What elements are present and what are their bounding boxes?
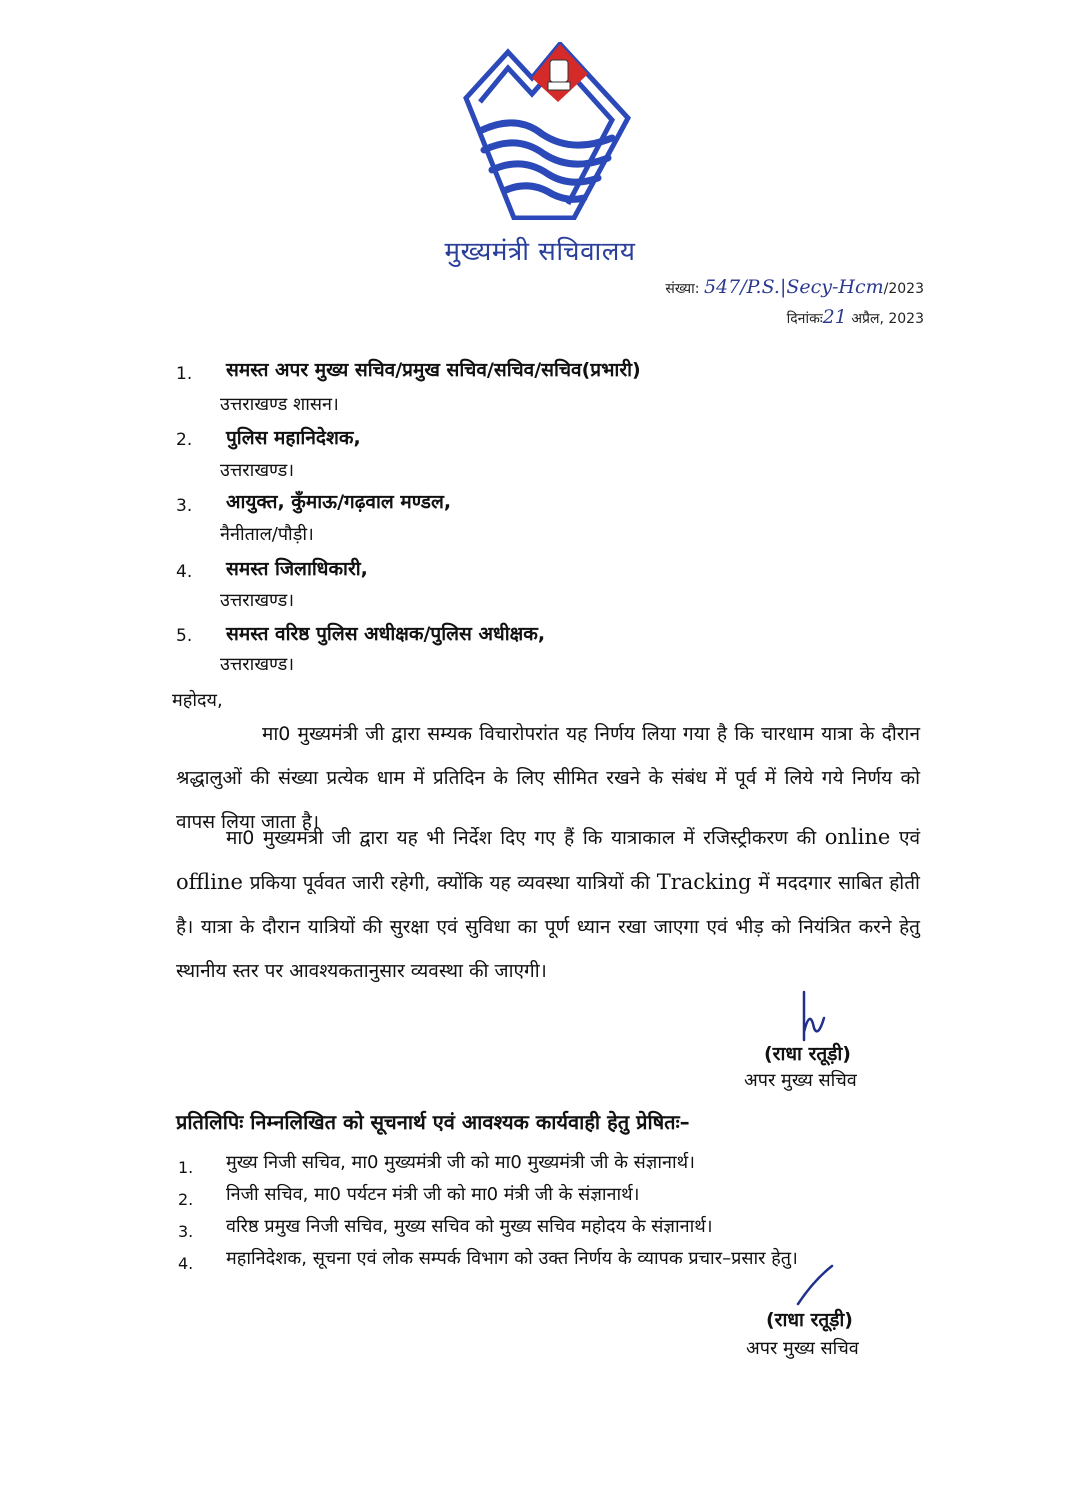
signatory-designation: अपर मुख्य सचिव [744,1070,857,1091]
date-label: दिनांकः [786,311,823,327]
handwritten-signature-1 [790,988,838,1048]
addressee-number: 2. [176,430,193,450]
copy-to-heading: प्रतिलिपिः निम्नलिखित को सूचनार्थ एवं आवश्यक कार्यवाही हेतु प्रेषितः– [176,1110,690,1134]
para2-online: online [824,825,891,849]
addressee-title: समस्त वरिष्ठ पुलिस अधीक्षक/पुलिस अधीक्षक, [226,623,546,645]
addressee-number: 3. [176,496,193,516]
addressee-location: नैनीताल/पौड़ी। [220,524,314,545]
addressee-location: उत्तराखण्ड शासन। [220,394,339,415]
copy-item-text: निजी सचिव, मा0 पर्यटन मंत्री जी को मा0 मंत्री जी के संज्ञानार्थ। [226,1184,640,1205]
uttarakhand-emblem-logo [462,42,632,220]
addressee-number: 5. [176,626,193,646]
office-title: मुख्यमंत्री सचिवालय [444,237,636,267]
reference-handwritten: 547/P.S.|Secy-Hcm [703,276,884,298]
copy-item-number: 2. [178,1190,194,1209]
para2-offline: offline [176,870,243,894]
para2-tracking: Tracking [656,870,752,894]
para2-part-a: मा0 मुख्यमंत्री जी द्वारा यह भी निर्देश दिए गए हैं कि यात्राकाल में रजिस्ट्रीकरण की [226,827,817,849]
copy-item-number: 4. [178,1254,194,1273]
date-day-handwritten: 21 [822,306,847,328]
copy-item-number: 3. [178,1222,194,1241]
addressee-number: 4. [176,562,193,582]
para2-part-b: एवं [898,827,921,849]
addressee-title: समस्त अपर मुख्य सचिव/प्रमुख सचिव/सचिव/सचिव(प्रभारी) [226,359,641,381]
copy-item-number: 1. [178,1158,194,1177]
reference-year: /2023 [883,281,924,297]
signatory-name: (राधा रतूड़ी) [764,1043,851,1065]
copy-item-text: मुख्य निजी सचिव, मा0 मुख्यमंत्री जी को मा0 मुख्यमंत्री जी के संज्ञानार्थ। [226,1152,695,1173]
date-month-year: अप्रैल, 2023 [851,311,924,327]
copy-item-text: महानिदेशक, सूचना एवं लोक सम्पर्क विभाग को उक्त निर्णय के व्यापक प्रचार–प्रसार हेतु। [226,1248,798,1269]
letter-date [787,306,924,328]
addressee-title: पुलिस महानिदेशक, [226,427,361,449]
body-paragraph-2 [176,815,920,993]
addressee-location: उत्तराखण्ड। [220,654,295,675]
copy-item-text: वरिष्ठ प्रमुख निजी सचिव, मुख्य सचिव को मुख्य सचिव महोदय के संज्ञानार्थ। [226,1216,713,1237]
para2-part-c: प्रकिया पूर्ववत जारी रहेगी, क्योंकि यह व्यवस्था यात्रियों की [249,872,650,894]
salutation: महोदय, [172,690,223,711]
addressee-title: समस्त जिलाधिकारी, [226,558,368,580]
handwritten-signature-2 [790,1262,840,1308]
addressee-location: उत्तराखण्ड। [220,590,295,611]
reference-label: संख्या: [665,281,700,297]
addressee-title: आयुक्त, कुँमाऊ/गढ़वाल मण्डल, [226,491,452,513]
copy-signatory-name: (राधा रतूड़ी) [766,1309,853,1331]
addressee-number: 1. [176,364,193,384]
reference-number [665,276,924,298]
addressee-location: उत्तराखण्ड। [220,460,295,481]
body-paragraph-1: मा0 मुख्यमंत्री जी द्वारा सम्यक विचारोपरांत यह निर्णय लिया गया है कि चारधाम यात्रा के दौरान श्रद्धालुओं की संख्या प्रत्येक धाम में प्रतिदिन के लिए सीमित रखने के संबंध में पूर्व में लिये गये निर्णय को वापस लिया जाता है। [176,723,920,833]
copy-signatory-designation: अपर मुख्य सचिव [746,1338,859,1359]
para2-part-d: में मददगार साबित होती है। यात्रा के दौरान यात्रियों की सुरक्षा एवं सुविधा का पूर्ण ध्यान रखा जाएगा एवं भीड़ को नियंत्रित करने हेतु स्थानीय स्तर पर आवश्यकतानुसार व्यवस्था की जाएगी। [176,872,920,982]
